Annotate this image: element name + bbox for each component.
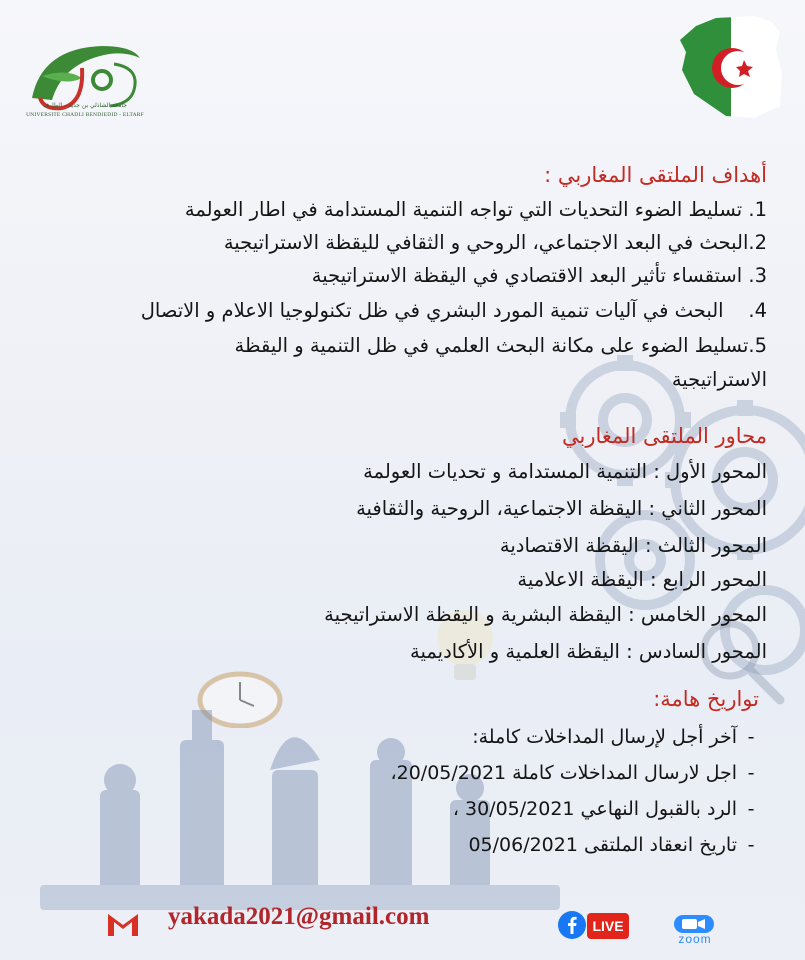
logo-caption-french: UNIVERSITE CHADLI BENDJEDID - ELTARF: [26, 112, 144, 118]
goal-item: 4. البحث في آليات تنمية المورد البشري في ظل تكنولوجيا الاعلام و الاتصال: [140, 299, 767, 322]
date-item: -آخر أجل لإرسال المداخلات كاملة:: [472, 726, 755, 748]
live-badge: LIVE: [587, 913, 629, 939]
date-item: -اجل لارسال المداخلات كاملة 20/05/2021،: [390, 762, 755, 784]
facebook-icon[interactable]: [558, 911, 586, 939]
zoom-label: zoom: [678, 932, 712, 946]
logo-caption-arabic: جامعة الشاذلي بن جديد - الطارف: [42, 102, 128, 109]
goal-item-continuation: الاستراتيجية: [671, 368, 767, 391]
axis-item: المحور الرابع : اليقظة الاعلامية: [517, 568, 767, 591]
goal-item: 3. استقساء تأثير البعد الاقتصادي في اليقظة الاستراتيجية: [311, 264, 767, 287]
dates-heading: تواريخ هامة:: [653, 687, 759, 711]
contact-email[interactable]: yakada2021@gmail.com: [168, 903, 430, 930]
date-item: -الرد بالقبول النهاعي 30/05/2021 ،: [452, 798, 755, 820]
axis-item: المحور الخامس : اليقظة البشرية و اليقظة الاستراتيجية: [324, 603, 767, 626]
goals-heading: أهداف الملتقى المغاربي :: [544, 163, 767, 187]
axis-item: المحور الأول : التنمية المستدامة و تحديات العولمة: [363, 460, 767, 483]
axis-item: المحور الثالث : اليقظة الاقتصادية: [499, 534, 767, 557]
date-item: -تاريخ انعقاد الملتقى 05/06/2021: [468, 834, 755, 856]
axis-item: المحور السادس : اليقظة العلمية و الأكاديمية: [410, 640, 767, 663]
axis-item: المحور الثاني : اليقظة الاجتماعية، الروحية والثقافية: [356, 497, 767, 520]
goal-item: 1. تسليط الضوء التحديات التي تواجه التنمية المستدامة في اطار العولمة: [184, 198, 767, 221]
gmail-icon: [106, 910, 140, 938]
axes-heading: محاور الملتقى المغاربي: [561, 424, 767, 448]
goal-item: 2.البحث في البعد الاجتماعي، الروحي و الثقافي لليقظة الاستراتيجية: [223, 231, 767, 254]
goal-item: 5.تسليط الضوء على مكانة البحث العلمي في ظل التنمية و اليقظة: [234, 334, 767, 357]
